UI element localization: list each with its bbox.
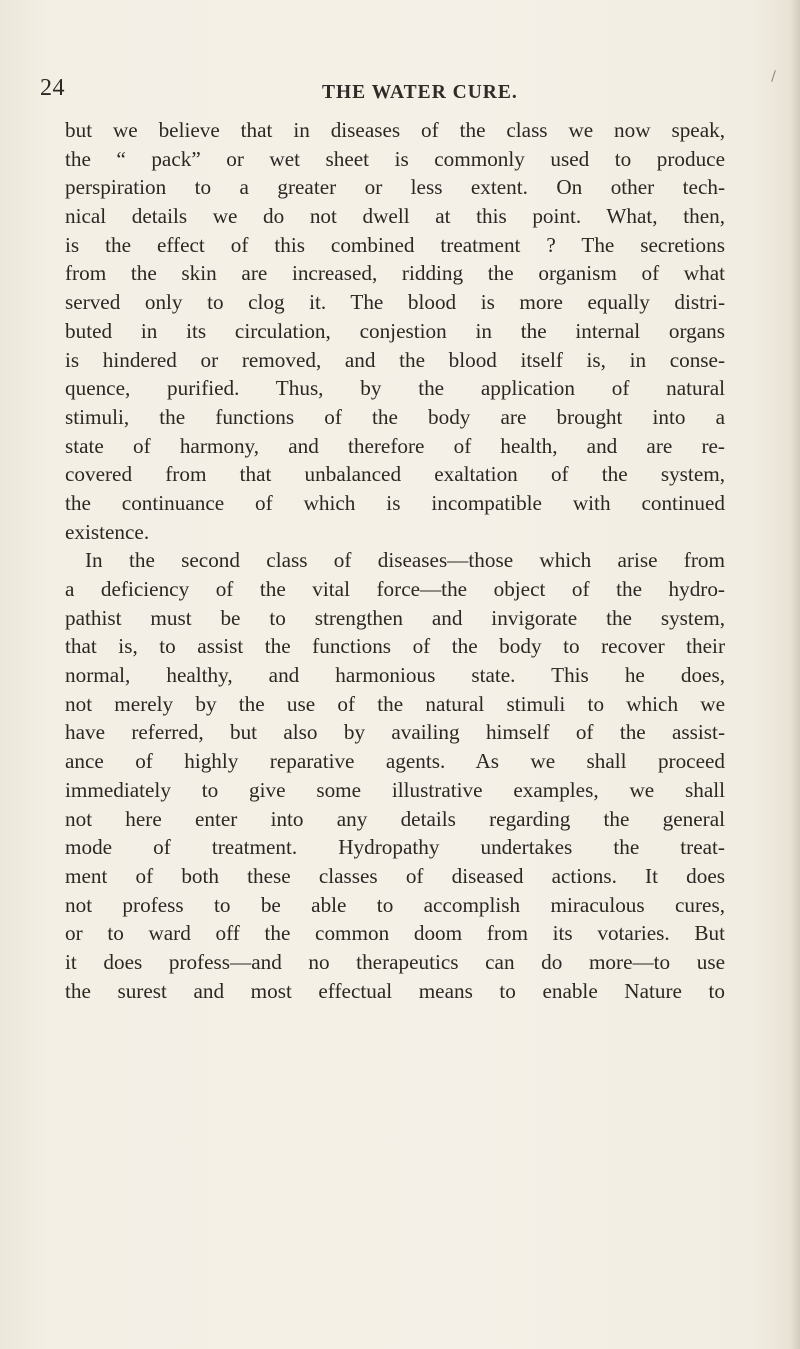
- text-line: In the second class of diseases—those which arise from: [85, 548, 725, 573]
- text-line: not profess to be able to accomplish miraculous cures,: [65, 892, 725, 917]
- paragraph-1: [65, 116, 725, 546]
- text-line: a deficiency of the vital force—the object of the hydro-: [65, 577, 725, 601]
- text-line: immediately to give some illustrative examples, we shall: [65, 777, 725, 802]
- text-line: state of harmony, and therefore of health, and are re-: [65, 433, 725, 458]
- text-line: from the skin are increased, ridding the organism of what: [65, 261, 725, 286]
- text-line: mode of treatment. Hydropathy undertakes the treat-: [65, 835, 725, 860]
- text-line: covered from that unbalanced exaltation of the system,: [65, 462, 725, 487]
- text-line: perspiration to a greater or less extent. On other tech-: [65, 175, 725, 200]
- margin-pencil-mark: [771, 70, 776, 82]
- text-line: but we believe that in diseases of the class we now speak,: [65, 118, 725, 142]
- text-line: is hindered or removed, and the blood itself is, in conse-: [65, 347, 725, 372]
- text-line: that is, to assist the functions of the body to recover their: [65, 634, 725, 659]
- running-head: THE WATER CURE.: [322, 82, 518, 103]
- text-line: the “ pack” or wet sheet is commonly used to produce: [65, 146, 725, 171]
- text-line: the surest and most effectual means to enable Nature to: [65, 978, 725, 1003]
- text-line: not merely by the use of the natural stimuli to which we: [65, 691, 725, 716]
- text-line: ment of both these classes of diseased actions. It does: [65, 863, 725, 888]
- text-line: have referred, but also by availing himself of the assist-: [65, 720, 725, 745]
- text-line: ance of highly reparative agents. As we shall proceed: [65, 749, 725, 774]
- page-number: 24: [40, 75, 65, 101]
- text-line: normal, healthy, and harmonious state. This he does,: [65, 663, 725, 688]
- text-line: not here enter into any details regarding the general: [65, 806, 725, 831]
- text-line: nical details we do not dwell at this point. What, then,: [65, 204, 725, 229]
- text-line: pathist must be to strengthen and invigorate the system,: [65, 605, 725, 630]
- text-line: is the effect of this combined treatment ? The secretions: [65, 232, 725, 257]
- text-line: existence.: [65, 519, 150, 544]
- text-line: served only to clog it. The blood is more equally distri-: [65, 290, 725, 315]
- page-edge-shadow: [790, 0, 800, 1349]
- paragraph-2: [65, 546, 725, 1005]
- body-text: [65, 116, 725, 1005]
- page-header: [40, 75, 760, 108]
- text-line: it does profess—and no therapeutics can do more—to use: [65, 949, 725, 974]
- text-line: the continuance of which is incompatible with continued: [65, 490, 725, 515]
- text-line: buted in its circulation, conjestion in the internal organs: [65, 318, 725, 343]
- text-line: quence, purified. Thus, by the application of natural: [65, 376, 725, 401]
- text-line: stimuli, the functions of the body are brought into a: [65, 404, 725, 429]
- text-line: or to ward off the common doom from its votaries. But: [65, 921, 725, 946]
